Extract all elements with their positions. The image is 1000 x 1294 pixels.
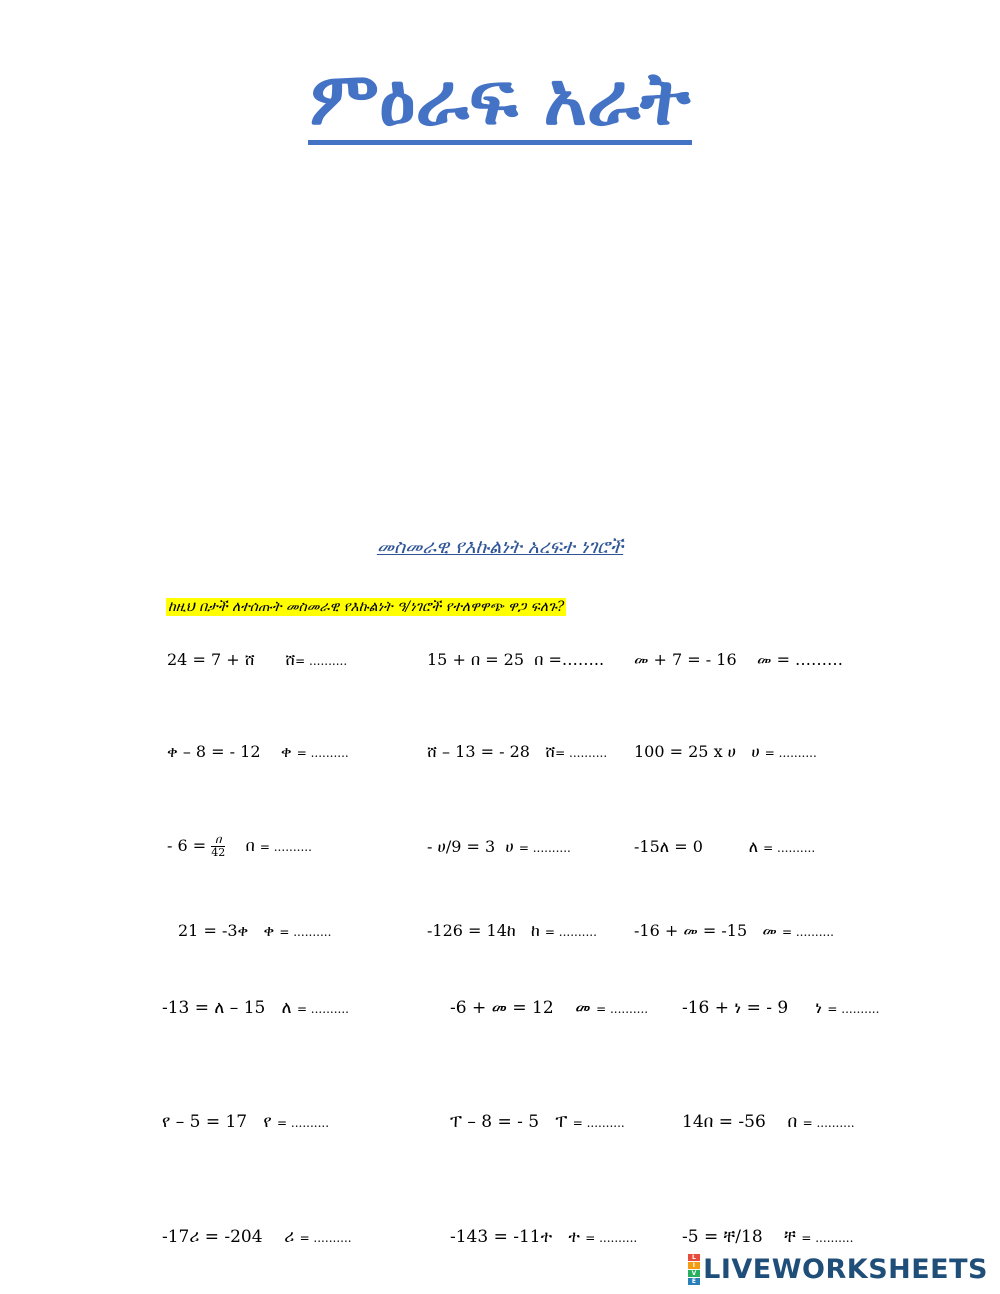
- equation-16: የ – 5 = 17 የ = ..........: [162, 1112, 330, 1132]
- answer-blank[interactable]: = ..........: [296, 1002, 349, 1016]
- answer-blank[interactable]: = ..........: [259, 840, 312, 855]
- equation-9: -15ለ = 0 ለ = ..........: [634, 837, 816, 856]
- answer-blank[interactable]: = ..........: [279, 925, 332, 939]
- equation-17: ፐ – 8 = - 5 ፐ = ..........: [450, 1112, 625, 1132]
- equation-4: ቀ – 8 = - 12 ቀ = ..........: [167, 742, 349, 761]
- section-subtitle: መስመራዊ የእኩልነት አረፍተ ነገሮች: [376, 536, 624, 558]
- answer-blank[interactable]: = ..........: [764, 746, 817, 760]
- answer-blank[interactable]: =……..: [548, 650, 605, 669]
- equation-1: 24 = 7 + ሸ ሸ= ..........: [167, 650, 348, 669]
- answer-blank[interactable]: = ..........: [596, 1002, 649, 1016]
- answer-blank[interactable]: = ..........: [299, 1231, 352, 1245]
- equation-2: 15 + በ = 25 በ =……..: [427, 650, 605, 669]
- answer-blank[interactable]: = ..........: [544, 925, 597, 939]
- liveworksheets-logo: L I V E LIVEWORKSHEETS: [688, 1252, 988, 1286]
- answer-blank[interactable]: = ..........: [295, 654, 348, 668]
- equation-3: መ + 7 = - 16 መ = ………: [634, 650, 844, 669]
- logo-badge-icon: L I V E: [688, 1254, 700, 1285]
- equation-21: -5 = ቸ/18 ቸ = ..........: [682, 1227, 854, 1247]
- answer-blank[interactable]: = ..........: [277, 1116, 330, 1130]
- answer-blank[interactable]: = ..........: [827, 1002, 880, 1016]
- equation-11: -126 = 14ከ ከ = ..........: [427, 921, 597, 940]
- answer-blank[interactable]: = ..........: [518, 841, 571, 855]
- equation-8: - ሀ/9 = 3 ሀ = ..........: [427, 837, 571, 856]
- fraction: $\frac{\text{በ}}{42}$: [211, 833, 226, 860]
- equation-6: 100 = 25 x ሀ ሀ = ..........: [634, 742, 817, 761]
- answer-blank[interactable]: = ..........: [585, 1231, 638, 1245]
- equation-5: ሸ – 13 = - 28 ሸ= ..........: [427, 742, 608, 761]
- equation-19: -17ሪ = -204 ሪ = ..........: [162, 1227, 352, 1247]
- equation-20: -143 = -11ተ ተ = ..........: [450, 1227, 638, 1247]
- equation-12: -16 + መ = -15 መ = ..........: [634, 921, 834, 940]
- equation-10: 21 = -3ቀ ቀ = ..........: [178, 921, 332, 940]
- equation-18: 14በ = -56 በ = ..........: [682, 1112, 855, 1132]
- answer-blank[interactable]: = ………: [776, 650, 844, 669]
- instruction-text: ከዚህ በታች ለተሰጡት መስመራዊ የእኩልነት ዓ/ነገሮች የተለዋዋጭ ዋጋ ፍለጉ?: [168, 599, 565, 615]
- answer-blank[interactable]: = ..........: [802, 1116, 855, 1130]
- answer-blank[interactable]: = ..........: [296, 746, 349, 760]
- equation-7: - 6 = $\frac{\text{በ}}{42}$ በ = ..........: [167, 833, 312, 860]
- equation-14: -6 + መ = 12 መ = ..........: [450, 998, 649, 1018]
- equation-15: -16 + ነ = - 9 ነ = ..........: [682, 998, 880, 1018]
- answer-blank[interactable]: = ..........: [572, 1116, 625, 1130]
- answer-blank[interactable]: = ..........: [801, 1231, 854, 1245]
- answer-blank[interactable]: = ..........: [781, 925, 834, 939]
- page-title: ምዕራፍ አራት: [0, 62, 1000, 145]
- equation-13: -13 = ለ – 15 ለ = ..........: [162, 998, 349, 1018]
- answer-blank[interactable]: = ..........: [763, 841, 816, 855]
- answer-blank[interactable]: = ..........: [555, 746, 608, 760]
